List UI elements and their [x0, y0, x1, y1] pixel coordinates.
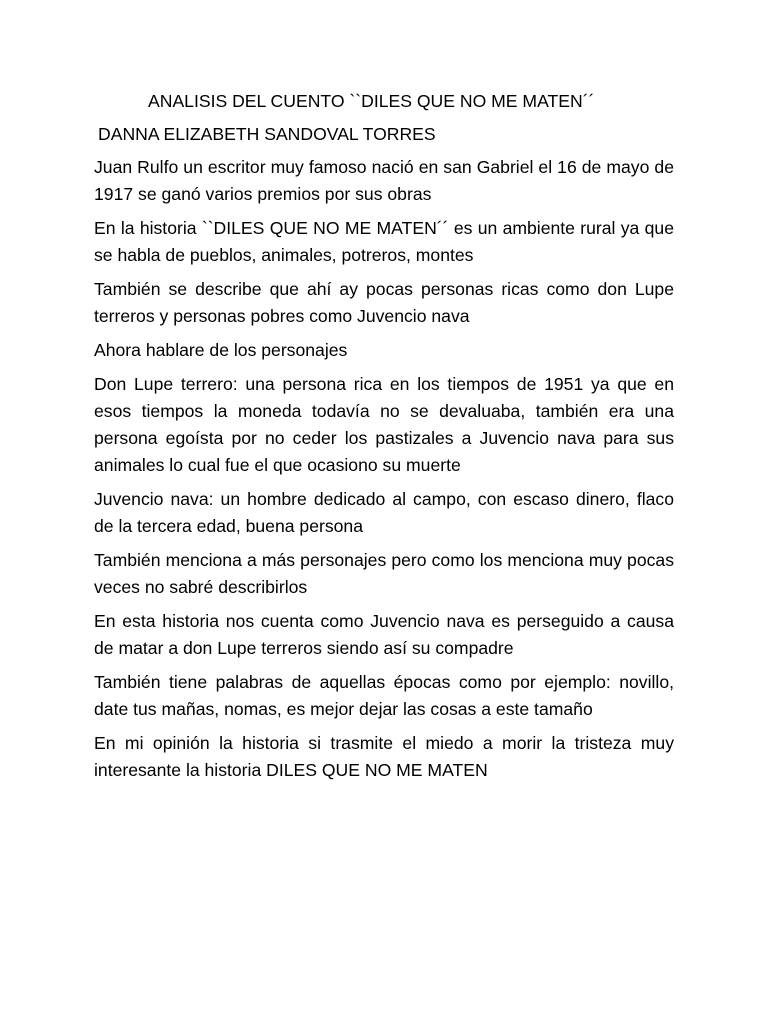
paragraph-social-contrast: También se describe que ahí ay pocas personas ricas como don Lupe terreros y personas pobres como Juvencio nava [94, 279, 674, 326]
paragraph-setting: En la historia ``DILES QUE NO ME MATEN´´ es un ambiente rural ya que se habla de pueblos, animales, potreros, montes [94, 218, 674, 265]
document-title: ANALISIS DEL CUENTO ``DILES QUE NO ME MATEN´´ [148, 91, 595, 111]
paragraph-don-lupe: Don Lupe terrero: una persona rica en los tiempos de 1951 ya que en esos tiempos la moneda todavía no se devaluaba, también era una persona egoísta por no ceder los pastizales a Juvencio nava para sus animales lo cual fue el que ocasiono su muerte [94, 374, 674, 475]
paragraph-opinion: En mi opinión la historia si trasmite el miedo a morir la tristeza muy interesante la historia DILES QUE NO ME MATEN [94, 733, 674, 780]
paragraph-plot: En esta historia nos cuenta como Juvencio nava es perseguido a causa de matar a don Lupe terreros siendo así su compadre [94, 611, 674, 658]
paragraph-other-characters: También menciona a más personajes pero como los menciona muy pocas veces no sabré describirlos [94, 550, 674, 597]
paragraph-characters-intro: Ahora hablare de los personajes [94, 340, 348, 360]
paragraph-vocabulary: También tiene palabras de aquellas épocas como por ejemplo: novillo, date tus mañas, nomas, es mejor dejar las cosas a este tamaño [94, 672, 674, 719]
paragraph-juvencio: Juvencio nava: un hombre dedicado al campo, con escaso dinero, flaco de la tercera edad, buena persona [94, 489, 674, 536]
document-page [94, 88, 674, 791]
document-author: DANNA ELIZABETH SANDOVAL TORRES [98, 124, 436, 144]
paragraph-intro-rulfo: Juan Rulfo un escritor muy famoso nació en san Gabriel el 16 de mayo de 1917 se ganó varios premios por sus obras [94, 157, 674, 204]
